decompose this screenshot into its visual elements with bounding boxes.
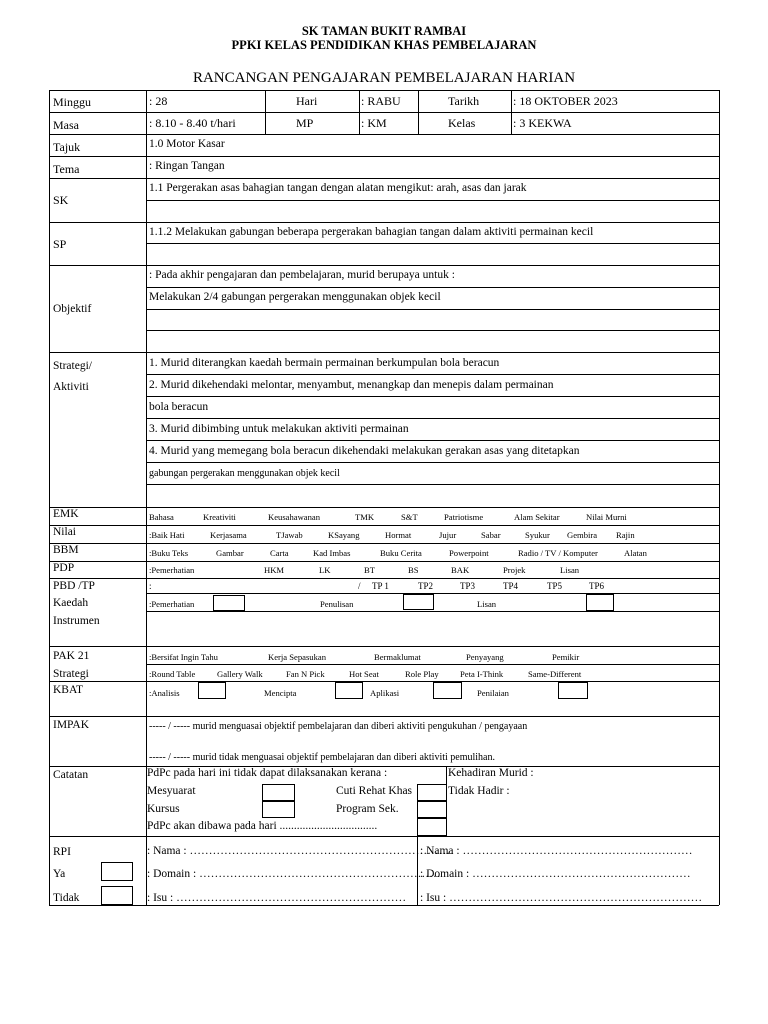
rpi-nama-left: : Nama : …………………………………………………………… <box>147 845 454 857</box>
tidak-hadir-label: Tidak Hadir : <box>448 785 510 797</box>
tp-item: TP2 <box>418 581 434 591</box>
kaedah-item: Penulisan <box>320 599 354 609</box>
catatan-line-1: PdPc pada hari ini tidak dapat dilaksanakan kerana : <box>147 767 388 779</box>
pak21-item: Hot Seat <box>349 669 379 679</box>
mencipta-checkbox[interactable] <box>335 682 363 699</box>
nilai-item: Rajin <box>616 530 635 540</box>
strategi-line-6: gabungan pergerakan menggunakan objek kecil <box>149 468 340 479</box>
school-name: SK TAMAN BUKIT RAMBAI <box>301 24 467 38</box>
impak-line-2: ----- / ----- murid tidak menguasai objektif pembelajaran dan diberi aktiviti pemulihan. <box>149 752 495 763</box>
penilaian-checkbox[interactable] <box>558 682 588 699</box>
tp-item: TP5 <box>547 581 563 591</box>
strategi-line-4: 3. Murid dibimbing untuk melakukan aktiviti permainan <box>149 423 409 435</box>
bbm-item: Buku Cerita <box>380 548 422 558</box>
impak-label: IMPAK <box>53 719 90 731</box>
mesyuarat-checkbox[interactable] <box>262 784 295 801</box>
aktiviti-label: Aktiviti <box>53 381 89 393</box>
pbd-label: PBD /TP <box>53 580 95 592</box>
bbm-item: Radio / TV / Komputer <box>518 548 598 558</box>
tajuk-label: Tajuk <box>53 140 81 154</box>
ya-label: Ya <box>53 868 66 880</box>
program-checkbox[interactable] <box>417 801 447 818</box>
bbm-item: Alatan <box>624 548 647 558</box>
nilai-item: Syukur <box>525 530 550 540</box>
nilai-item: Kerjasama <box>210 530 247 540</box>
kursus-checkbox[interactable] <box>262 801 295 818</box>
pak21-label: PAK 21 <box>53 650 90 662</box>
program-name: PPKI KELAS PENDIDIKAN KHAS PEMBELAJARAN <box>231 38 537 52</box>
masa-label: Masa <box>53 118 79 132</box>
penulisan-checkbox[interactable] <box>403 594 434 610</box>
kelas-value: : 3 KEKWA <box>513 116 572 130</box>
mesyuarat-label: Mesyuarat <box>147 785 196 797</box>
pak21-item: Peta I-Think <box>460 669 504 679</box>
nilai-label: Nilai <box>53 526 76 538</box>
pak21-item: Fan N Pick <box>286 669 325 679</box>
hari-label: Hari <box>296 94 318 108</box>
kbat-item: Penilaian <box>477 688 509 698</box>
bbm-item: Gambar <box>216 548 244 558</box>
pdp-item: LK <box>319 565 331 575</box>
hari-value: : RABU <box>361 94 401 108</box>
pak21-item: Gallery Walk <box>217 669 263 679</box>
ya-checkbox[interactable] <box>101 862 133 881</box>
cuti-label: Cuti Rehat Khas <box>336 785 413 797</box>
rpi-isu-left: : Isu : …………………………………………………… <box>147 892 407 904</box>
pak21-item: Same-Different <box>528 669 582 679</box>
pdp-item: BT <box>364 565 375 575</box>
objektif-label: Objektif <box>53 303 92 315</box>
tp-item: TP6 <box>589 581 605 591</box>
tema-value: : Ringan Tangan <box>149 160 225 172</box>
tidak-label: Tidak <box>53 892 80 904</box>
sk-value: 1.1 Pergerakan asas bahagian tangan dengan alatan mengikut: arah, asas dan jarak <box>149 182 527 194</box>
lisan-checkbox[interactable] <box>586 594 614 611</box>
objektif-line-2: Melakukan 2/4 gabungan pergerakan menggunakan objek kecil <box>149 291 441 303</box>
pak21-strategi-label: Strategi <box>53 668 89 680</box>
kbat-item: Aplikasi <box>370 688 400 698</box>
kaedah-item: :Pemerhatian <box>149 599 195 609</box>
catatan-label: Catatan <box>53 769 89 781</box>
pdp-item: Projek <box>503 565 526 575</box>
minggu-value: : 28 <box>149 94 168 108</box>
strategi-line-5: 4. Murid yang memegang bola beracun dikehendaki melakukan gerakan asas yang ditetapkan <box>149 445 580 457</box>
pak21-item: Bermaklumat <box>374 652 421 662</box>
emk-item: S&T <box>401 512 418 522</box>
strategi-line-1: 1. Murid diterangkan kaedah bermain permainan berkumpulan bola beracun <box>149 357 500 369</box>
emk-label: EMK <box>53 508 79 520</box>
pbd-colon: : <box>149 581 152 591</box>
pdp-label: PDP <box>53 562 75 574</box>
kelas-label: Kelas <box>448 116 476 130</box>
nilai-item: :Baik Hati <box>149 530 185 540</box>
strategi-label: Strategi/ <box>53 360 92 372</box>
kehadiran-label: Kehadiran Murid : <box>448 767 534 779</box>
emk-item: Kreativiti <box>203 512 236 522</box>
tp-item: TP4 <box>503 581 519 591</box>
strategi-line-2: 2. Murid dikehendaki melontar, menyambut, menangkap dan menepis dalam permainan <box>149 379 554 391</box>
cuti-checkbox[interactable] <box>417 784 447 801</box>
blank-checkbox[interactable] <box>417 818 447 836</box>
rpi-domain-right: : Domain : ………………………………………………… <box>420 868 691 880</box>
pdp-item: BAK <box>451 565 470 575</box>
sk-label: SK <box>53 193 69 207</box>
pdp-item: Lisan <box>560 565 580 575</box>
nilai-item: Jujur <box>439 530 457 540</box>
instrumen-label: Instrumen <box>53 615 100 627</box>
pdp-item: :Pemerhatian <box>149 565 195 575</box>
emk-item: Bahasa <box>149 512 174 522</box>
program-label: Program Sek. <box>336 803 399 815</box>
bbm-item: Powerpoint <box>449 548 489 558</box>
rpi-label: RPI <box>53 846 71 858</box>
nilai-item: KSayang <box>328 530 360 540</box>
kaedah-item: Lisan <box>477 599 497 609</box>
mp-value: : KM <box>361 116 387 130</box>
tp-item: TP 1 <box>372 581 389 591</box>
masa-value: : 8.10 - 8.40 t/hari <box>149 116 236 130</box>
tema-label: Tema <box>53 162 80 176</box>
pak21-item: Role Play <box>405 669 439 679</box>
nilai-item: Gembira <box>567 530 598 540</box>
bbm-item: Kad Imbas <box>313 548 351 558</box>
nilai-item: TJawab <box>276 530 303 540</box>
analisis-checkbox[interactable] <box>198 682 226 699</box>
tarikh-value: : 18 OKTOBER 2023 <box>513 94 618 108</box>
impak-line-1: ----- / ----- murid menguasai objektif pembelajaran dan diberi aktiviti pengukuhan / pengayaan <box>149 721 528 732</box>
nilai-item: Hormat <box>385 530 412 540</box>
tp-item: TP3 <box>460 581 476 591</box>
bbm-label: BBM <box>53 544 79 556</box>
sp-value: 1.1.2 Melakukan gabungan beberapa pergerakan bahagian tangan dalam aktiviti permainan kecil <box>149 226 594 238</box>
minggu-label: Minggu <box>53 95 92 109</box>
pak21-item: :Round Table <box>149 669 196 679</box>
mp-label: MP <box>296 116 314 130</box>
rpi-isu-right: : Isu : ………………………………………………………… <box>420 892 703 904</box>
tidak-checkbox[interactable] <box>101 886 133 905</box>
pdp-item: HKM <box>264 565 285 575</box>
rpi-nama-right: : Nama : …………………………………………………… <box>420 845 693 857</box>
rpi-domain-left: : Domain : ……………………………………………………… <box>147 868 441 880</box>
document-title: RANCANGAN PENGAJARAN PEMBELAJARAN HARIAN <box>192 70 576 86</box>
bbm-item: :Buku Teks <box>149 548 189 558</box>
kursus-label: Kursus <box>147 803 180 815</box>
pak21-item: Penyayang <box>466 652 504 662</box>
aplikasi-checkbox[interactable] <box>433 682 462 699</box>
sp-label: SP <box>53 237 67 251</box>
tajuk-value: 1.0 Motor Kasar <box>149 138 225 150</box>
kbat-item: :Analisis <box>149 688 180 698</box>
strategi-line-3: bola beracun <box>149 401 209 413</box>
kbat-item: Mencipta <box>264 688 297 698</box>
emk-item: TMK <box>355 512 375 522</box>
pbd-slash: / <box>358 581 361 591</box>
bbm-item: Carta <box>270 548 289 558</box>
kbat-label: KBAT <box>53 684 84 696</box>
tarikh-label: Tarikh <box>448 94 480 108</box>
pemerhatian-checkbox[interactable] <box>213 595 245 611</box>
emk-item: Patriotisme <box>444 512 484 522</box>
emk-item: Keusahawanan <box>268 512 321 522</box>
nilai-item: Sabar <box>481 530 501 540</box>
pak21-item: Kerja Sepasukan <box>268 652 326 662</box>
objektif-line-1: : Pada akhir pengajaran dan pembelajaran, murid berupaya untuk : <box>149 269 455 281</box>
emk-item: Nilai Murni <box>586 512 627 522</box>
pak21-item: :Bersifat Ingin Tahu <box>149 652 218 662</box>
emk-item: Alam Sekitar <box>514 512 560 522</box>
dibawa-line: PdPc akan dibawa pada hari .................................. <box>147 820 378 832</box>
kaedah-label: Kaedah <box>53 597 89 609</box>
pdp-item: BS <box>408 565 419 575</box>
pak21-item: Pemikir <box>552 652 580 662</box>
